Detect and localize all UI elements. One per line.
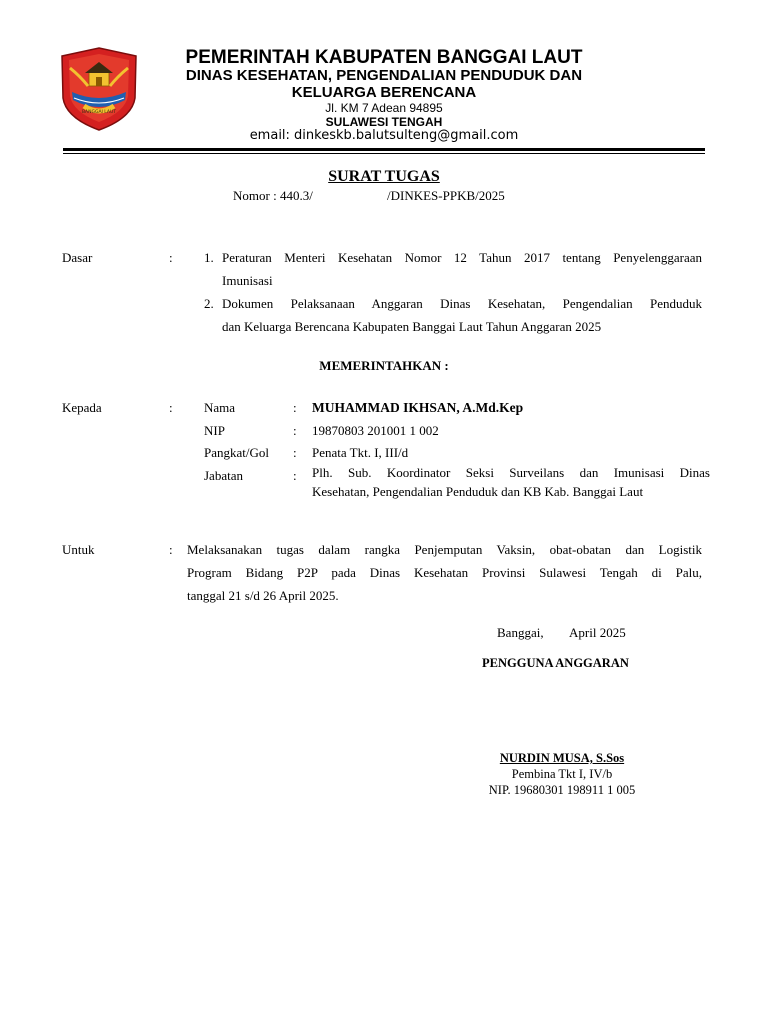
field-jabatan-value-line1: Plh. Sub. Koordinator Seksi Surveilans dan Imunisasi Dinas xyxy=(312,465,710,480)
signature-date: April 2025 xyxy=(569,625,626,640)
dasar-item1-line2: Imunisasi xyxy=(222,273,273,288)
field-nama-colon: : xyxy=(293,400,297,415)
dasar-item2-line2: dan Keluarga Berencana Kabupaten Banggai Laut Tahun Anggaran 2025 xyxy=(222,319,602,334)
document-number-suffix: /DINKES-PPKB/2025 xyxy=(387,188,505,203)
field-jabatan-colon: : xyxy=(293,468,297,483)
letterhead-rule-thin xyxy=(63,153,705,154)
emblem-text: BANGGAI LAUT xyxy=(81,110,117,115)
field-jabatan-label: Jabatan xyxy=(204,468,243,483)
letterhead-department-line1: DINAS KESEHATAN, PENGENDALIAN PENDUDUK DAN xyxy=(185,67,583,84)
field-nip-colon: : xyxy=(293,423,297,438)
field-nama-value: MUHAMMAD IKHSAN, A.Md.Kep xyxy=(312,400,524,415)
kepada-label: Kepada xyxy=(62,400,102,415)
letterhead-rule-thick xyxy=(63,148,705,151)
untuk-label: Untuk xyxy=(62,542,95,557)
field-pangkat-label: Pangkat/Gol xyxy=(204,445,269,460)
letterhead-province: SULAWESI TENGAH xyxy=(325,115,443,129)
letterhead-email: email: dinkeskb.balutsulteng@gmail.com xyxy=(249,128,519,143)
field-jabatan-value-line2: Kesehatan, Pengendalian Penduduk dan KB Kab. Banggai Laut xyxy=(312,484,644,499)
dasar-colon: : xyxy=(169,250,173,265)
dasar-item1-number: 1. xyxy=(204,250,214,265)
field-nip-value: 19870803 201001 1 002 xyxy=(312,423,439,438)
untuk-colon: : xyxy=(169,542,173,557)
dasar-item2-number: 2. xyxy=(204,296,214,311)
signatory-nip: NIP. 19680301 198911 1 005 xyxy=(488,783,636,797)
letterhead-address: Jl. KM 7 Adean 94895 xyxy=(325,101,443,115)
field-pangkat-colon: : xyxy=(293,445,297,460)
document-title: SURAT TUGAS xyxy=(328,168,440,185)
kepada-colon: : xyxy=(169,400,173,415)
letterhead-department-line2: KELUARGA BERENCANA xyxy=(291,84,477,101)
untuk-line2: Program Bidang P2P pada Dinas Kesehatan Provinsi Sulawesi Tengah di Palu, xyxy=(187,565,702,580)
untuk-line1: Melaksanakan tugas dalam rangka Penjemputan Vaksin, obat-obatan dan Logistik xyxy=(187,542,702,557)
untuk-line3: tanggal 21 s/d 26 April 2025. xyxy=(187,588,339,603)
signatory-rank: Pembina Tkt I, IV/b xyxy=(511,767,613,781)
dasar-item1-line1: Peraturan Menteri Kesehatan Nomor 12 Tahun 2017 tentang Penyelenggaraan xyxy=(222,250,702,265)
signatory-name: NURDIN MUSA, S.Sos xyxy=(499,751,625,765)
field-nama-label: Nama xyxy=(204,400,236,415)
signature-place: Banggai, xyxy=(497,625,544,640)
dasar-item2-line1: Dokumen Pelaksanaan Anggaran Dinas Kesehatan, Pengendalian Penduduk xyxy=(222,296,702,311)
dasar-label: Dasar xyxy=(62,250,93,265)
memerintahkan-heading: MEMERINTAHKAN : xyxy=(319,358,449,373)
field-pangkat-value: Penata Tkt. I, III/d xyxy=(312,445,409,460)
field-nip-label: NIP xyxy=(204,423,225,438)
letterhead-government: PEMERINTAH KABUPATEN BANGGAI LAUT xyxy=(185,47,583,68)
signature-role: PENGGUNA ANGGARAN xyxy=(482,656,629,670)
document-number-prefix: Nomor : 440.3/ xyxy=(233,188,313,203)
